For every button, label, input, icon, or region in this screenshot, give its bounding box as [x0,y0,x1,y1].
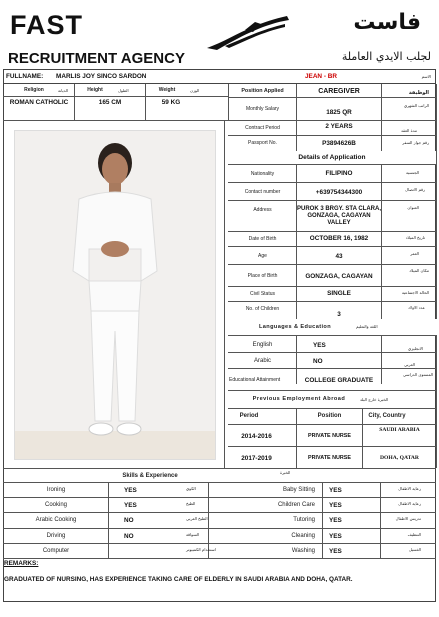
passport-value: P3894626B [322,139,356,147]
weight-label-arabic: الوزن [190,88,200,93]
religion-label: Religion [24,87,44,93]
brand-name-arabic: فاست [353,10,421,35]
skill-value: YES [124,501,137,509]
skill-label: Arabic Cooking [35,517,77,523]
skill-label-arabic: استخدام الكمبيوتر [186,547,216,552]
nationality-value: FILIPINO [325,169,353,177]
person-figure-icon [15,131,216,460]
airplane-logo-icon [205,12,290,52]
skill-label: Ironing [46,487,66,493]
fullname-label: FULLNAME: [6,73,44,80]
skill-label-arabic: الطبخ [186,501,196,506]
salary-label-arabic: الراتب الشهري [403,103,429,108]
children-label-arabic: عدد الاولاد [408,305,425,310]
skills-title-arabic: الخبرة [280,470,291,475]
education-label-arabic: المستوى الدراسي [402,372,433,377]
age-value: 43 [335,252,343,260]
religion-label-arabic: الديانة [58,88,69,93]
skill-label: Washing [291,548,315,554]
skill-label-arabic: الغسيل [408,547,421,552]
nationality-label-arabic: الجنسية [405,170,419,175]
height-value: 165 CM [98,98,122,106]
contract-value: 2 YEARS [325,122,353,130]
skill-value: YES [329,532,342,540]
pob-label: Place of Birth [247,273,278,279]
skill-label-arabic: السواقة [186,532,200,537]
pob-label-arabic: مكان الميلاد [409,268,429,273]
skill-value [112,545,152,557]
address-label: Address [253,207,272,213]
skill-value: YES [329,486,342,494]
arabic-value: NO [313,357,323,365]
applicant-photo [14,130,216,460]
contact-label-arabic: رقم الاتصال [405,187,425,192]
age-label-arabic: العمر [410,251,419,256]
english-label-arabic: الانجليزي [408,346,423,351]
address-label-arabic: العنوان [407,205,419,210]
remarks-text: GRADUATED OF NURSING, HAS EXPERIENCE TAKING CARE OF ELDERLY IN SAUDI ARABIA AND DOHA, QATAR. [4,576,353,583]
dob-label: Date of Birth [248,236,277,242]
skills-title: Skills & Experience [122,473,178,479]
position-label-arabic: الوظيفة [408,90,429,96]
skill-label: Baby Sitting [282,487,315,493]
skill-label-arabic: الطبخ العربي [186,516,208,521]
skill-label: Tutoring [293,517,315,523]
employment-title-arabic: الخبرة خارج البلد [360,397,389,402]
height-label-arabic: الطول [118,88,129,93]
brand-name: FAST [10,10,84,40]
skill-label-arabic: التنظيف [407,532,421,537]
weight-value: 59 KG [161,98,181,106]
employment-period: 2017-2019 [241,454,272,462]
brand-subtitle: RECRUITMENT AGENCY [8,50,185,67]
contact-label: Contact number [244,189,281,195]
nationality-label: Nationality [250,171,275,177]
passport-label-arabic: رقم جواز السفر [402,140,429,145]
skill-value: YES [124,486,137,494]
age-label: Age [258,253,267,259]
weight-label: Weight [158,87,176,93]
skill-label: Children Care [277,502,315,508]
civil-status-value: SINGLE [327,289,351,297]
skill-value: NO [124,516,134,524]
skill-label: Driving [46,533,66,539]
brand-subtitle-arabic: لجلب الايدي العاملة [341,50,431,63]
salary-label: Monthly Salary [245,106,280,112]
language-title: Languages & Education [258,324,332,330]
reference-code: JEAN - BR [305,73,337,80]
contact-value: +639754344300 [315,188,363,196]
skill-label: Computer [42,548,70,554]
language-title-arabic: اللغة والتعليم [356,324,378,329]
address-value: PUROK 3 BRGY. STA CLARA, GONZAGA, CAGAYAN VALLEY [297,205,381,226]
salary-value: 1825 QR [326,108,352,116]
employment-country: SAUDI ARABIA [379,426,420,433]
skill-value: YES [329,547,342,555]
pob-value: GONZAGA, CAGAYAN [305,272,373,280]
skill-label: Cooking [44,502,67,508]
contract-label-arabic: مدة العقد [401,128,417,133]
employment-period: 2014-2016 [241,432,272,440]
skill-value: YES [329,516,342,524]
arabic-label-arabic: العربي [404,362,415,367]
children-label: No. of Children [245,306,280,312]
education-label: Educational Attainment [229,377,281,383]
country-header: City, Country [368,413,406,419]
dob-value: OCTOBER 16, 1982 [309,234,369,242]
skill-value: NO [124,532,134,540]
period-header: Period [239,413,259,419]
height-label: Height [87,87,103,93]
skill-value: YES [329,501,342,509]
passport-label: Passport No. [248,140,277,146]
header [0,0,439,70]
contract-label: Contract Period [245,125,280,131]
employment-position: PRIVATE NURSE [308,432,351,439]
position-value: CAREGIVER [318,87,360,95]
employment-position: PRIVATE NURSE [308,454,351,461]
civil-status-label-arabic: الحالة الاجتماعية [401,290,429,295]
skill-label-arabic: رعاية الاطفال [398,486,421,491]
remarks-label: REMARKS: [4,560,39,567]
fullname-label-arabic: الاسم [421,74,431,79]
religion-value: ROMAN CATHOLIC [9,98,69,106]
civil-status-label: Civil Status [249,291,275,297]
position-header: Position [317,413,342,419]
skill-label-arabic: تدريس الاطفال [395,516,421,521]
english-value: YES [313,341,326,349]
english-label: English [252,342,273,348]
employment-title: Previous Employment Abroad [252,396,346,402]
children-value: 3 [337,310,341,318]
dob-label-arabic: تاريخ الميلاد [405,235,425,240]
fullname-value: MARLIS JOY SINCO SARDON [56,73,147,80]
position-label: Position Applied [241,88,284,94]
skill-label-arabic: الكوي [186,486,196,491]
arabic-label: Arabic [253,358,271,364]
employment-country: DOHA, QATAR [380,454,419,461]
application-title: Details of Application [298,154,366,161]
skill-label: Cleaning [291,533,315,539]
education-value: COLLEGE GRADUATE [304,376,374,384]
skill-label-arabic: رعاية الاطفال [398,501,421,506]
